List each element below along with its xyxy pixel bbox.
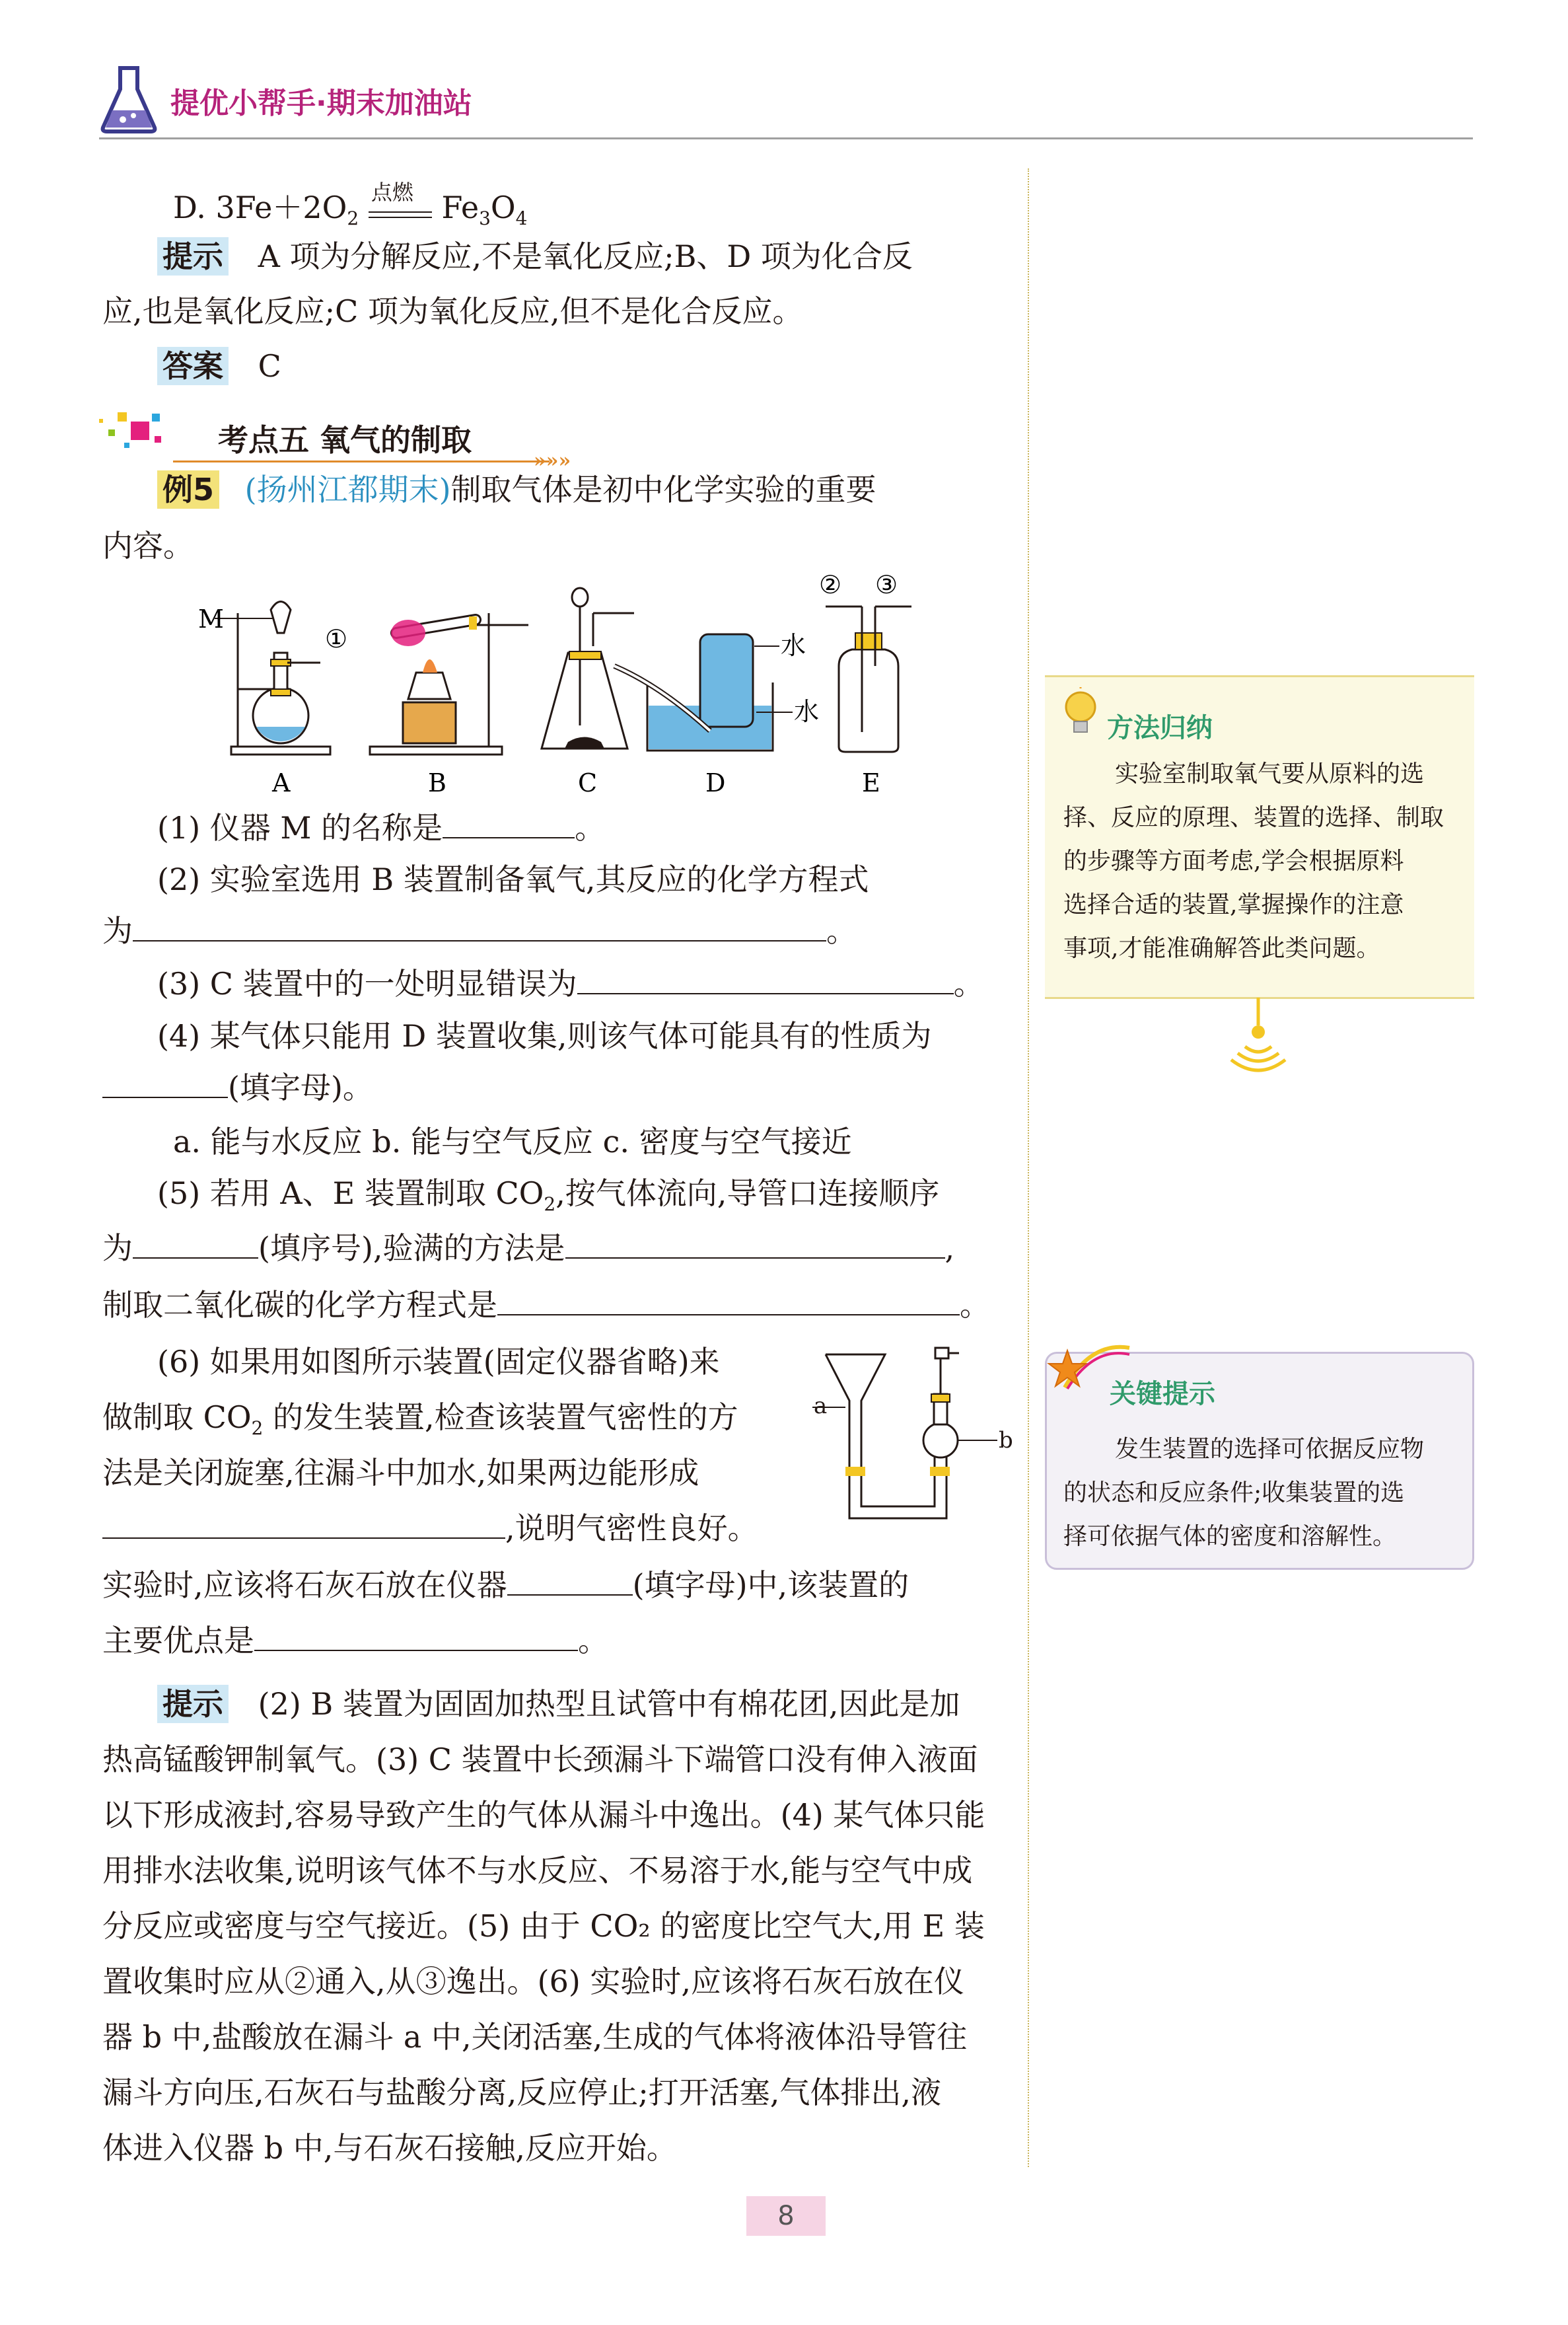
signal-icon xyxy=(1229,998,1288,1077)
label-water2: 水 xyxy=(794,697,820,726)
question-4-b: (填字母)。 xyxy=(102,1067,373,1108)
hint-label: 提示 xyxy=(157,237,229,276)
hint-2-line: 用排水法收集,说明该气体不与水反应、不易溶于水,能与空气中成 xyxy=(102,1853,973,1888)
label-circle2: ② xyxy=(819,573,842,599)
key-line: 择可依据气体的密度和溶解性。 xyxy=(1063,1523,1397,1550)
blank-q4[interactable] xyxy=(102,1070,228,1098)
method-line: 择、反应的原理、装置的选择、制取 xyxy=(1063,804,1444,831)
blank-q6-advantage[interactable] xyxy=(254,1623,578,1651)
method-title: 方法归纳 xyxy=(1107,713,1213,743)
question-4: (4) 某气体只能用 D 装置收集,则该气体可能具有的性质为 xyxy=(157,1018,932,1054)
key-title: 关键提示 xyxy=(1110,1379,1215,1409)
flask-logo-icon xyxy=(99,63,159,135)
column-divider xyxy=(1028,168,1029,2167)
example-intro-2: 内容。 xyxy=(102,528,194,564)
example-intro: 例5 (扬州江都期末)制取气体是初中化学实验的重要 xyxy=(157,469,876,510)
hint-2-line: 分反应或密度与空气接近。(5) 由于 CO₂ 的密度比空气大,用 E 装 xyxy=(102,1908,985,1944)
method-line: 实验室制取氧气要从原料的选 xyxy=(1115,760,1425,788)
page-number: 8 xyxy=(746,2196,826,2236)
fig2-label-a: a xyxy=(814,1393,828,1419)
question-4-options: a. 能与水反应 b. 能与空气反应 c. 密度与空气接近 xyxy=(173,1124,852,1160)
method-line: 的步骤等方面考虑,学会根据原料 xyxy=(1063,848,1404,875)
question-6-c: 法是关闭旋塞,往漏斗中加水,如果两边能形成 xyxy=(102,1455,699,1491)
question-6-e: 实验时,应该将石灰石放在仪器 (填字母)中,该装置的 xyxy=(102,1567,909,1603)
question-6-d: ,说明气密性良好。 xyxy=(102,1508,758,1549)
blank-q5-method[interactable] xyxy=(565,1231,945,1259)
apparatus-figure xyxy=(198,573,951,798)
blank-q3[interactable] xyxy=(577,967,954,994)
question-5-b: 为 (填序号),验满的方法是 , xyxy=(102,1230,955,1266)
question-6-b: 做制取 $CO_2$ 的发生装置,检查该装置气密性的方 xyxy=(102,1399,738,1440)
question-5-c: 制取二氧化碳的化学方程式是 。 xyxy=(102,1287,990,1323)
key-line: 发生装置的选择可依据反应物 xyxy=(1115,1436,1425,1463)
hint-2-line: 置收集时应从②通入,从③逸出。(6) 实验时,应该将石灰石放在仪 xyxy=(102,1964,965,1999)
section-title: 考点五 氧气的制取 xyxy=(218,422,472,458)
method-line: 选择合适的装置,掌握操作的注意 xyxy=(1063,891,1404,918)
apparatus-e xyxy=(826,607,911,752)
question-2: (2) 实验室选用 B 装置制备氧气,其反应的化学方程式 xyxy=(157,862,869,897)
label-b: B xyxy=(428,768,446,797)
answer: 答案 C xyxy=(157,346,281,387)
blank-q5-equation[interactable] xyxy=(497,1288,960,1315)
example-source: (扬州江都期末) xyxy=(244,472,451,507)
label-c: C xyxy=(578,768,598,797)
question-2-b: 为 。 xyxy=(102,913,857,949)
label-e: E xyxy=(862,768,880,797)
blank-q6-instrument[interactable] xyxy=(507,1568,633,1596)
question-3: (3) C 装置中的一处明显错误为 。 xyxy=(157,966,984,1002)
label-m: M xyxy=(198,605,224,634)
section-arrows: »»» xyxy=(534,449,571,472)
blank-q2[interactable] xyxy=(133,914,826,941)
hint-2-line: 热高锰酸钾制氧气。(3) C 装置中长颈漏斗下端管口没有伸入液面 xyxy=(102,1742,978,1777)
apparatus-a xyxy=(215,602,330,755)
blank-q5-order[interactable] xyxy=(133,1231,258,1259)
section-underline xyxy=(173,461,550,462)
reaction-condition: 点燃 xyxy=(371,180,413,205)
label-a: A xyxy=(272,768,291,797)
lightbulb-icon xyxy=(1061,687,1100,740)
label-water1: 水 xyxy=(781,631,806,660)
question-5: (5) 若用 A、E 装置制取 $CO_2$,按气体流向,导管口连接顺序 xyxy=(157,1175,940,1216)
hint-1: 提示 A 项为分解反应,不是氧化反应;B、D 项为化合反 xyxy=(157,236,913,277)
question-6-f: 主要优点是 。 xyxy=(102,1623,608,1658)
hint-2: 提示 (2) B 装置为固固加热型且试管中有棉花团,因此是加 xyxy=(157,1683,960,1724)
method-line: 事项,才能准确解答此类问题。 xyxy=(1063,935,1380,962)
question-6: (6) 如果用如图所示装置(固定仪器省略)来 xyxy=(157,1344,720,1380)
blank-q6-phenomenon[interactable] xyxy=(102,1511,505,1539)
apparatus-d xyxy=(614,634,793,751)
section-decoration-icon xyxy=(99,410,172,456)
answer-label: 答案 xyxy=(157,347,229,385)
blank-q1[interactable] xyxy=(443,811,575,838)
key-line: 的状态和反应条件;收集装置的选 xyxy=(1063,1479,1405,1506)
label-circle1: ① xyxy=(325,624,348,653)
question-1: (1) 仪器 M 的名称是 。 xyxy=(157,810,606,846)
header-rule xyxy=(99,137,1473,139)
hint-2-line: 漏斗方向压,石灰石与盐酸分离,反应停止;打开活塞,气体排出,液 xyxy=(102,2075,941,2110)
hint-2-line: 器 b 中,盐酸放在漏斗 a 中,关闭活塞,生成的气体将液体沿导管往 xyxy=(102,2019,968,2055)
hint-2-label: 提示 xyxy=(157,1685,229,1723)
fig2-label-b: b xyxy=(999,1427,1013,1454)
apparatus-b xyxy=(370,613,528,755)
hint-1-line2: 应,也是氧化反应;C 项为氧化反应,但不是化合反应。 xyxy=(102,293,803,329)
label-d: D xyxy=(705,768,726,797)
label-circle3: ③ xyxy=(875,573,898,599)
hint-2-line: 体进入仪器 b 中,与石灰石接触,反应开始。 xyxy=(102,2130,677,2166)
header-title: 提优小帮手·期末加油站 xyxy=(170,87,472,120)
option-d: D. $3Fe+2O_2$ 点燃 $Fe_3O_4$ xyxy=(173,187,527,239)
example-label: 例5 xyxy=(157,470,219,509)
hint-2-line: 以下形成液封,容易导致产生的气体从漏斗中逸出。(4) 某气体只能 xyxy=(102,1797,985,1833)
